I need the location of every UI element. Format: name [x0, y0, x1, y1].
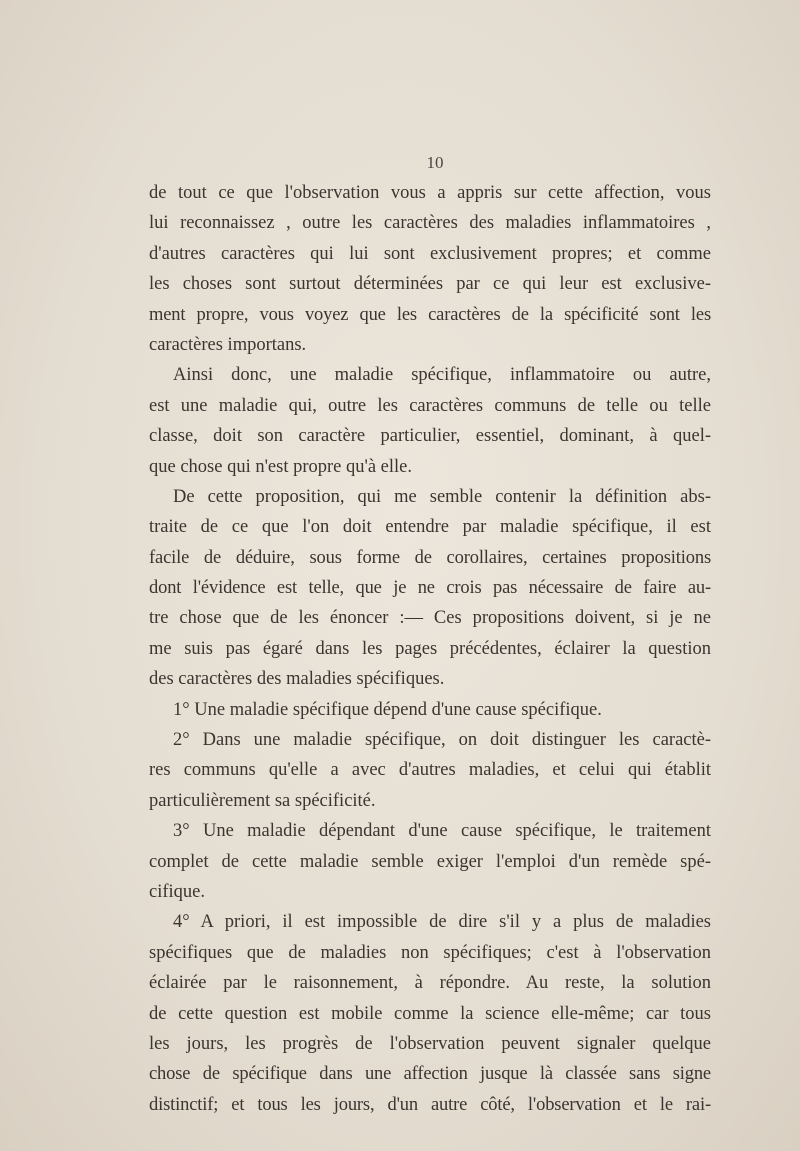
text-line: ment propre, vous voyez que les caractères de la spécificité sont les [149, 304, 711, 325]
text-line: 1° Une maladie spécifique dépend d'une cause spécifique. [173, 699, 602, 720]
page-number: 10 [426, 153, 444, 172]
text-line: caractères importans. [149, 334, 307, 355]
text-line: les jours, les progrès de l'observation peuvent signaler quelque [149, 1033, 711, 1054]
text-line: d'autres caractères qui lui sont exclusivement propres; et comme [149, 243, 711, 264]
text-line: Ainsi donc, une maladie spécifique, inflammatoire ou autre, [173, 365, 711, 386]
text-line: lui reconnaissez , outre les caractères des maladies inflammatoires , [149, 213, 711, 234]
text-line: dont l'évidence est telle, que je ne crois pas nécessaire de faire au- [149, 578, 711, 599]
text-line: chose de spécifique dans une affection jusque là classée sans signe [149, 1064, 711, 1085]
text-line: distinctif; et tous les jours, d'un autre côté, l'observation et le rai- [149, 1094, 711, 1115]
body-text [149, 178, 711, 1120]
text-line: me suis pas égaré dans les pages précédentes, éclairer la question [149, 638, 711, 659]
text-line: particulièrement sa spécificité. [149, 790, 376, 811]
text-line: traite de ce que l'on doit entendre par maladie spécifique, il est [149, 517, 711, 538]
text-line: cifique. [149, 881, 205, 902]
text-line: spécifiques que de maladies non spécifiques; c'est à l'observation [149, 942, 711, 963]
text-line: de cette question est mobile comme la science elle-même; car tous [149, 1003, 711, 1024]
text-line: éclairée par le raisonnement, à répondre. Au reste, la solution [149, 973, 711, 994]
text-line: 3° Une maladie dépendant d'une cause spécifique, le traitement [173, 821, 711, 842]
text-line: classe, doit son caractère particulier, essentiel, dominant, à quel- [149, 426, 711, 447]
text-line: que chose qui n'est propre qu'à elle. [149, 456, 413, 477]
text-line: est une maladie qui, outre les caractères communs de telle ou telle [149, 395, 711, 416]
text-line: les choses sont surtout déterminées par ce qui leur est exclusive- [149, 274, 711, 295]
text-line: des caractères des maladies spécifiques. [149, 669, 445, 690]
text-line: res communs qu'elle a avec d'autres maladies, et celui qui établit [149, 760, 711, 781]
text-line: tre chose que de les énoncer :— Ces propositions doivent, si je ne [149, 608, 711, 629]
text-line: complet de cette maladie semble exiger l'emploi d'un remède spé- [149, 851, 711, 872]
text-line: de tout ce que l'observation vous a appris sur cette affection, vous [149, 183, 711, 203]
text-line: facile de déduire, sous forme de corollaires, certaines propositions [149, 547, 711, 568]
text-line: 2° Dans une maladie spécifique, on doit distinguer les caractè- [173, 730, 711, 751]
text-line: 4° A priori, il est impossible de dire s'il y a plus de maladies [173, 912, 711, 933]
text-line: De cette proposition, qui me semble contenir la définition abs- [173, 486, 711, 507]
